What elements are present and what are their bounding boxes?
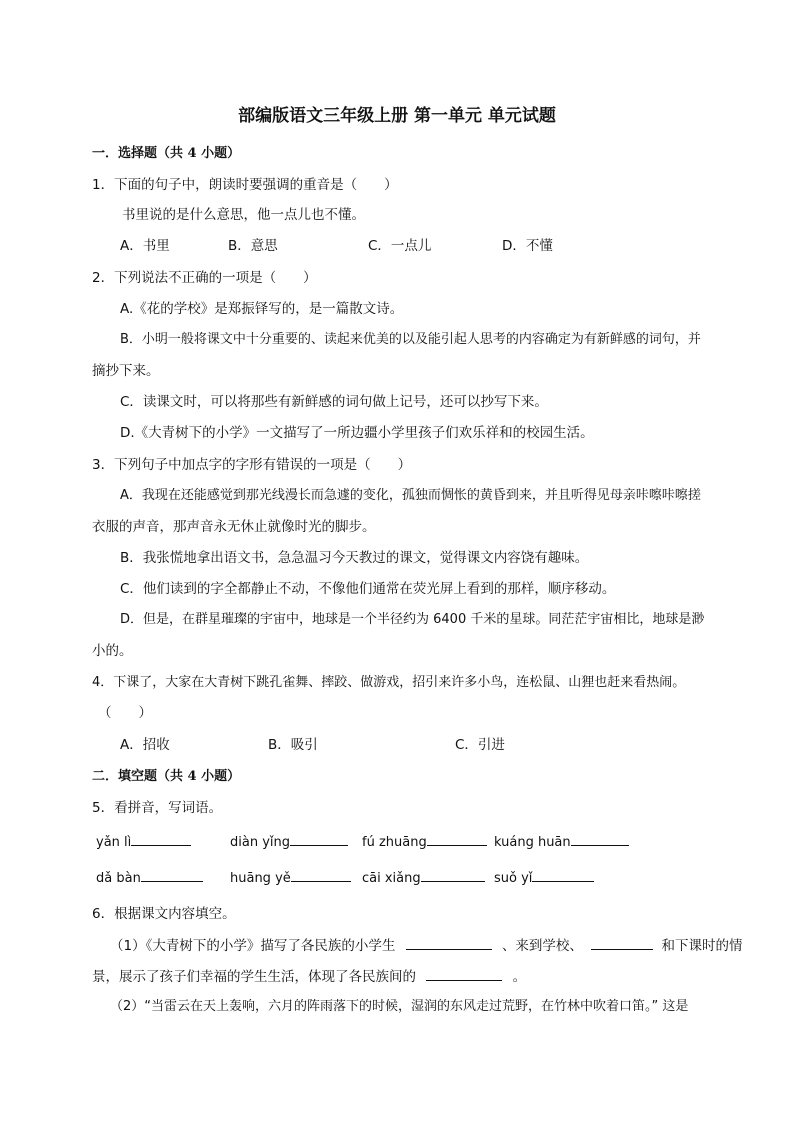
question-3-option-d: D．但是，在群星璀璨的宇宙中，地球是一个半径约为 6400 千米的星球。同茫茫宇宙相比，地球是渺 bbox=[120, 612, 705, 627]
page-title: 部编版语文三年级上册 第一单元 单元试题 bbox=[238, 106, 556, 126]
question-1-option-a: A．书里 bbox=[120, 238, 170, 254]
section-heading-choice: 一．选择题（共 4 小题） bbox=[92, 146, 241, 161]
question-1-option-b: B．意思 bbox=[228, 238, 278, 254]
question-1-option-c: C．一点儿 bbox=[368, 238, 432, 254]
section-heading-fill: 二．填空题（共 4 小题） bbox=[92, 769, 241, 784]
question-6-part-1-text-d: 景，展示了孩子们幸福的学生生活，体现了各民族间的 bbox=[92, 969, 416, 985]
question-1-sentence: 书里说的是什么意思，他一点儿也不懂。 bbox=[122, 207, 365, 223]
pinyin-item bbox=[494, 867, 594, 889]
pinyin-text: suǒ yǐ bbox=[494, 871, 533, 886]
pinyin-text: cāi xiǎng bbox=[362, 871, 421, 886]
question-4-stem: 4．下课了，大家在大青树下跳孔雀舞、摔跤、做游戏，招引来许多小鸟，连松鼠、山狸也赶来看热闹。 bbox=[92, 675, 686, 690]
question-3-option-d-cont: 小的。 bbox=[92, 643, 133, 659]
question-3-option-c: C．他们读到的字全都静止不动，不像他们通常在荧光屏上看到的那样，顺序移动。 bbox=[120, 581, 616, 597]
question-6-part-1 bbox=[110, 935, 743, 956]
answer-blank[interactable] bbox=[290, 831, 348, 846]
answer-blank[interactable] bbox=[406, 935, 492, 950]
question-3-option-a: A．我现在还能感觉到那光线漫长而急遽的变化，孤独而惆怅的黄昏到来，并且听得见母亲咔嚓咔嚓搓 bbox=[120, 488, 701, 503]
question-4-option-c: C．引进 bbox=[455, 737, 505, 753]
question-1-option-d: D．不懂 bbox=[502, 238, 553, 254]
question-2-stem: 2．下列说法不正确的一项是（ ） bbox=[92, 270, 317, 286]
question-1-stem: 1．下面的句子中，朗读时要强调的重音是（ ） bbox=[92, 177, 398, 193]
pinyin-item bbox=[96, 867, 203, 889]
answer-blank[interactable] bbox=[421, 867, 485, 882]
question-2-option-b: B．小明一般将课文中十分重要的、读起来优美的以及能引起人思考的内容确定为有新鲜感的词句，并 bbox=[120, 332, 701, 347]
question-4-option-a: A．招收 bbox=[120, 737, 170, 753]
pinyin-text: kuáng huān bbox=[494, 835, 571, 850]
answer-blank[interactable] bbox=[426, 966, 502, 981]
question-6-part-1-text-e: 。 bbox=[512, 969, 527, 985]
pinyin-text: dǎ bàn bbox=[96, 871, 141, 886]
question-2-option-b-cont: 摘抄下来。 bbox=[92, 363, 160, 379]
question-6-part-1-text-b: 、来到学校、 bbox=[501, 938, 583, 954]
pinyin-text: diàn yǐng bbox=[230, 835, 290, 850]
answer-blank[interactable] bbox=[532, 867, 594, 882]
pinyin-item bbox=[230, 867, 351, 889]
question-6-part-1-cont bbox=[92, 966, 526, 987]
question-6-part-2: （2）“当雷云在天上轰响，六月的阵雨落下的时候，湿润的东风走过荒野，在竹林中吹着口笛。” 这是 bbox=[110, 999, 689, 1014]
answer-blank[interactable] bbox=[427, 831, 487, 846]
pinyin-item bbox=[230, 831, 348, 853]
pinyin-item bbox=[362, 867, 485, 889]
question-2-option-a: A.《花的学校》是郑振铎写的，是一篇散文诗。 bbox=[120, 301, 404, 317]
question-3-option-a-cont: 衣服的声音，那声音永无休止就像时光的脚步。 bbox=[92, 519, 376, 535]
question-4-option-b: B．吸引 bbox=[268, 737, 318, 753]
pinyin-text: fú zhuāng bbox=[362, 835, 427, 850]
pinyin-text: yǎn lì bbox=[96, 835, 132, 850]
question-6-stem: 6．根据课文内容填空。 bbox=[92, 906, 236, 922]
question-2-option-d: D.《大青树下的小学》一文描写了一所边疆小学里孩子们欢乐祥和的校园生活。 bbox=[120, 425, 594, 441]
question-4-paren: （ ） bbox=[98, 705, 152, 721]
pinyin-item bbox=[494, 831, 629, 853]
pinyin-item bbox=[362, 831, 487, 853]
answer-blank[interactable] bbox=[291, 867, 351, 882]
answer-blank[interactable] bbox=[591, 935, 653, 950]
answer-blank[interactable] bbox=[571, 831, 629, 846]
answer-blank[interactable] bbox=[131, 831, 191, 846]
question-5-stem: 5．看拼音，写词语。 bbox=[92, 800, 223, 816]
question-2-option-c: C．读课文时，可以将那些有新鲜感的词句做上记号，还可以抄写下来。 bbox=[120, 394, 548, 410]
question-3-stem: 3．下列句子中加点字的字形有错误的一项是（ ） bbox=[92, 457, 412, 473]
pinyin-item bbox=[96, 831, 191, 853]
answer-blank[interactable] bbox=[141, 867, 203, 882]
question-3-option-b: B．我张慌地拿出语文书，急急温习今天教过的课文，觉得课文内容饶有趣味。 bbox=[120, 550, 589, 566]
pinyin-text: huāng yě bbox=[230, 871, 291, 886]
question-6-part-1-text-c: 和下课时的情 bbox=[661, 938, 743, 954]
question-6-part-1-text-a: （1）《大青树下的小学》描写了各民族的小学生 bbox=[110, 938, 396, 954]
